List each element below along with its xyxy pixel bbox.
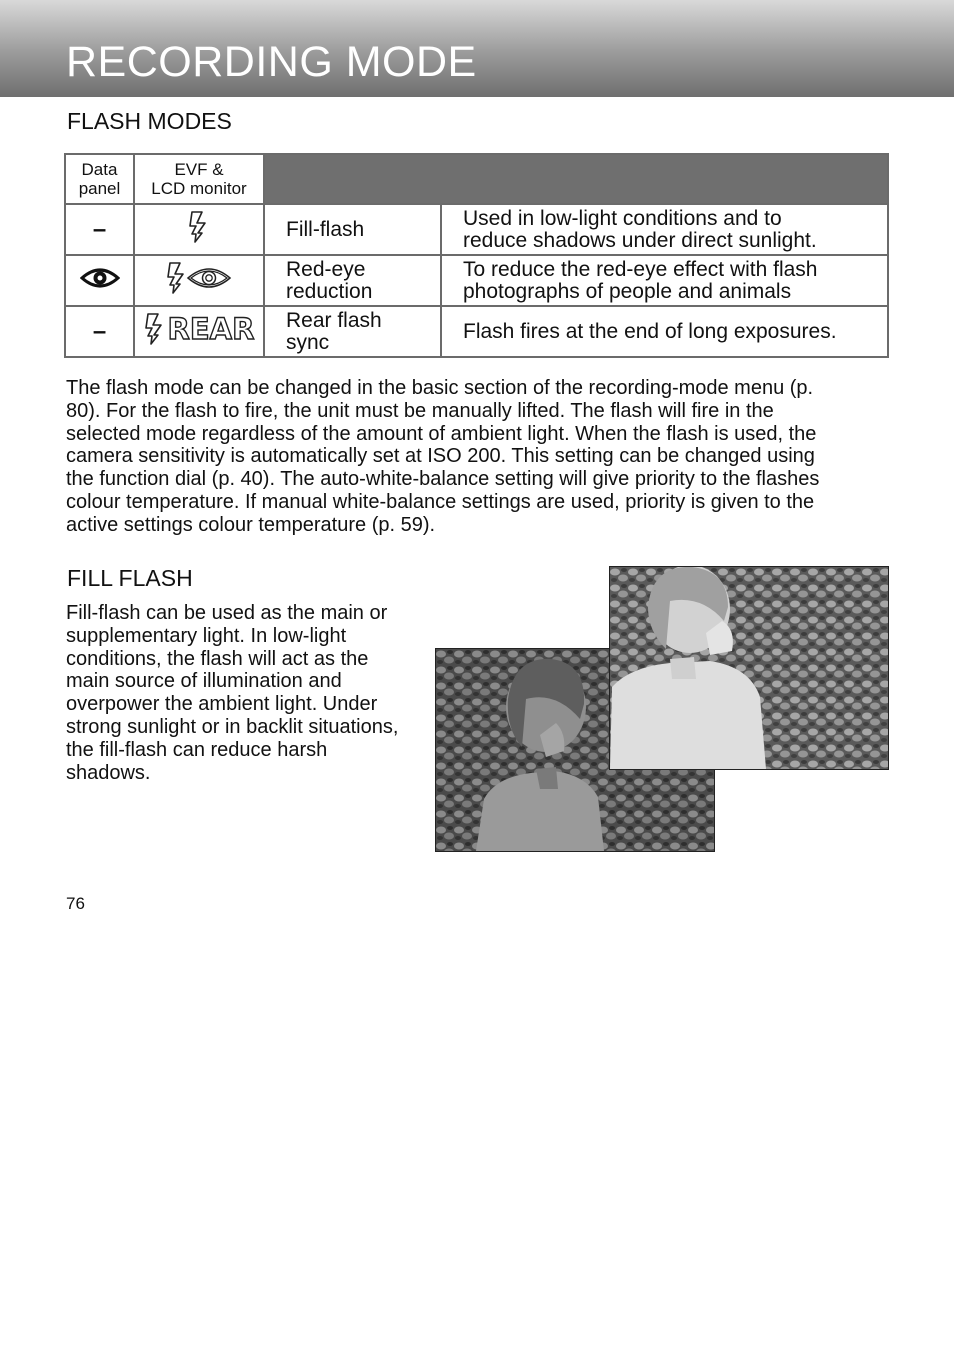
paragraph-line: The flash mode can be changed in the basic section of the recording-mode menu (p.: [66, 377, 814, 399]
header-data-panel-line-1: Data: [81, 160, 118, 179]
mode-name: Fill-flash: [286, 217, 365, 241]
fill-flash-paragraph: [66, 602, 426, 784]
paragraph-line: overpower the ambient light. Under: [66, 693, 378, 716]
header-evf-lcd: [134, 154, 264, 204]
data-panel-cell: [65, 306, 134, 357]
eye-icon: [80, 266, 120, 290]
header-evf-lcd-line-2: LCD monitor: [151, 179, 247, 198]
header-evf-lcd-line-1: EVF &: [174, 160, 224, 179]
table-row: [65, 255, 888, 306]
mode-description-line: photographs of people and animals: [463, 279, 792, 303]
dash: –: [92, 317, 107, 345]
mode-description-cell: [441, 255, 888, 306]
table-row: [65, 306, 888, 357]
header-banner: [0, 0, 954, 97]
paragraph-line: 80). For the flash to fire, the unit must be manually lifted. The flash will fire in the: [66, 399, 774, 422]
header-data-panel-line-2: panel: [78, 179, 121, 198]
section-heading-flash-modes: FLASH MODES: [67, 108, 232, 134]
paragraph-line: strong sunlight or in backlit situations,: [66, 715, 399, 738]
paragraph-line: main source of illumination and: [66, 670, 342, 693]
mode-name-line: reduction: [286, 279, 373, 303]
mode-name-line: sync: [286, 330, 330, 354]
section-heading-fill-flash: FILL FLASH: [67, 565, 193, 591]
mode-description-cell: [441, 306, 888, 357]
header-blank: [264, 154, 888, 204]
paragraph-line: active settings colour temperature (p. 59).: [66, 513, 436, 536]
mode-description-line: Flash fires at the end of long exposures.: [463, 319, 837, 343]
data-panel-cell: [65, 204, 134, 255]
paragraph-line: shadows.: [66, 761, 151, 784]
mode-description-line: To reduce the red-eye effect with flash: [463, 257, 818, 281]
page-title: RECORDING MODE: [66, 38, 477, 86]
paragraph-line: the fill-flash can reduce harsh: [66, 738, 328, 761]
table-row: [65, 204, 888, 255]
photo-with-fill-flash: [609, 566, 889, 770]
paragraph-line: the function dial (p. 40). The auto-white-balance setting will give priority to the flashes: [66, 468, 820, 491]
paragraph-line: camera sensitivity is automatically set at ISO 200. This setting can be changed using: [66, 445, 815, 468]
mode-name-line: Rear flash: [286, 308, 382, 332]
data-panel-cell: [65, 255, 134, 306]
paragraph-line: supplementary light. In low-light: [66, 624, 347, 647]
header-data-panel: [65, 154, 134, 204]
paragraph-line: selected mode regardless of the amount of ambient light. When the flash is used, the: [66, 422, 817, 445]
evf-icon-cell: [134, 306, 264, 357]
mode-name-cell: [264, 255, 441, 306]
paragraph-line: colour temperature. If manual white-balance settings are used, priority is given to the: [66, 490, 815, 513]
evf-icon-cell: [134, 255, 264, 306]
flash-modes-table: [64, 153, 889, 358]
table-header-row: [65, 154, 888, 204]
flash-icon: [188, 211, 210, 243]
body-paragraph: [66, 377, 871, 537]
mode-description-line: reduce shadows under direct sunlight.: [463, 228, 817, 252]
page-number: 76: [66, 894, 85, 913]
flash-eye-icon: [164, 261, 234, 295]
evf-icon-cell: [134, 204, 264, 255]
paragraph-line: conditions, the flash will act as the: [66, 647, 369, 670]
rear-label: REAR: [167, 312, 255, 346]
mode-description-line: Used in low-light conditions and to: [463, 206, 782, 230]
paragraph-line: Fill-flash can be used as the main or: [66, 602, 388, 624]
dash: –: [92, 215, 107, 243]
mode-description-cell: [441, 204, 888, 255]
flash-rear-icon: [144, 312, 255, 346]
mode-name-cell: [264, 204, 441, 255]
mode-name-line: Red-eye: [286, 257, 366, 281]
mode-name-cell: [264, 306, 441, 357]
